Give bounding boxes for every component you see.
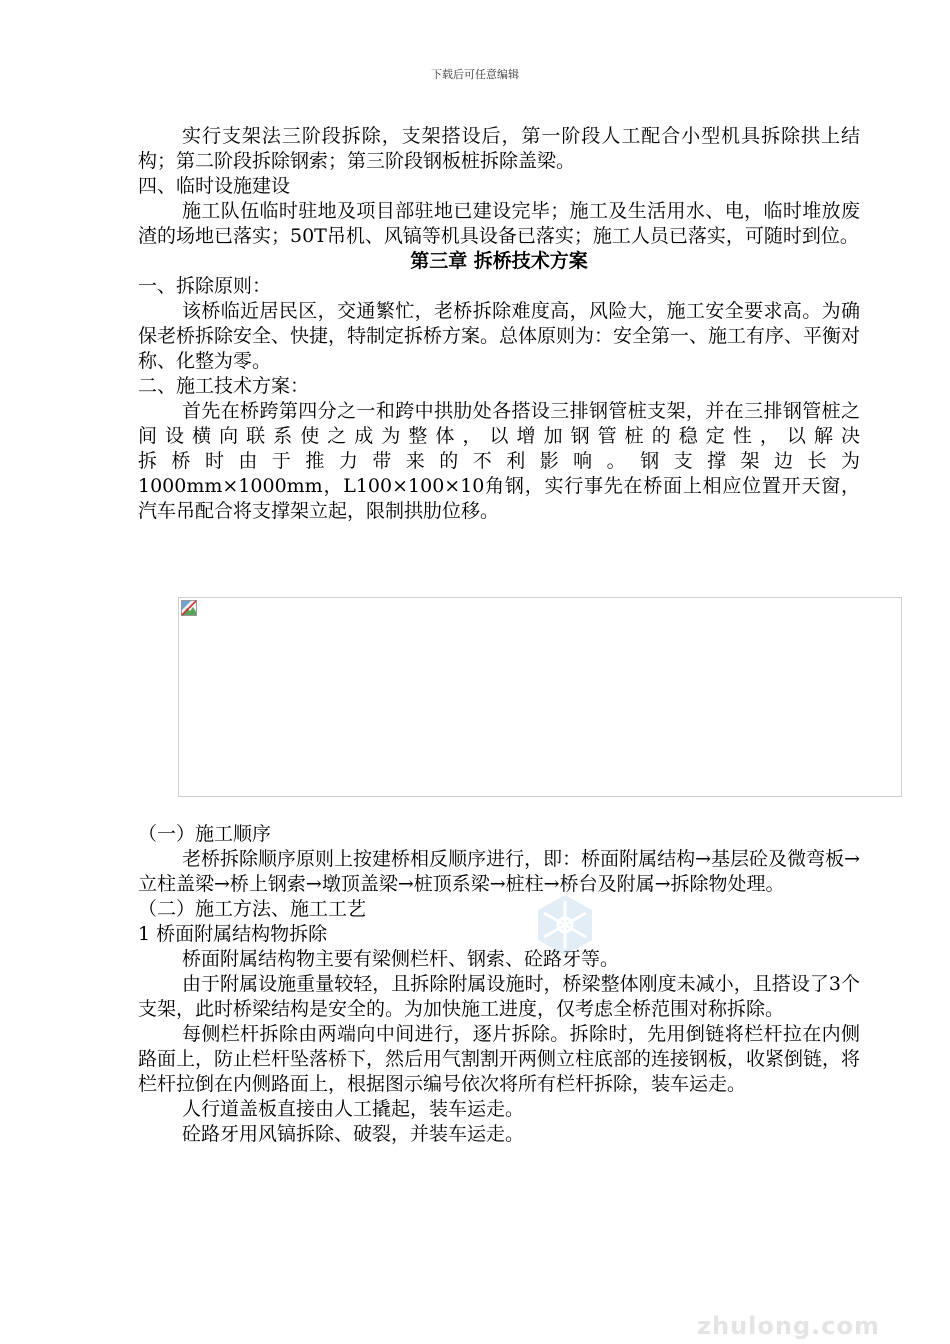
heading-deck-accessory-removal: 1 桥面附属结构物拆除 — [138, 923, 328, 945]
snowflake-watermark-icon — [530, 893, 600, 957]
heading-temporary-facilities: 四、临时设施建设 — [138, 175, 291, 197]
paragraph-accessory-list: 桥面附属结构物主要有梁侧栏杆、钢索、砼路牙等。 — [182, 948, 620, 970]
paragraph-railing-removal: 每侧栏杆拆除由两端向中间进行，逐片拆除。拆除时，先用倒链将栏杆拉在内侧路面上，防止栏杆坠落桥下，然后用气割割开两侧立柱底部的连接钢板，收紧倒链，将栏杆拉倒在内侧路面上，根据图示编号依次将所有栏杆拆除，装车运走。 — [138, 1023, 861, 1095]
paragraph-curb-removal: 砼路牙用风镐拆除、破裂，并装车运走。 — [182, 1123, 525, 1145]
paragraph-temporary-facilities: 施工队伍临时驻地及项目部驻地已建设完毕；施工及生活用水、电，临时堆放废渣的场地已落实；50T吊机、风镐等机具设备已落实；施工人员已落实，可随时到位。 — [138, 200, 860, 247]
document-body-top — [138, 124, 860, 524]
paragraph-construction-order: 老桥拆除顺序原则上按建桥相反顺序进行，即：桥面附属结构→基层砼及微弯板→立柱盖梁→桥上钢索→墩顶盖梁→桩顶系梁→桩柱→桥台及附属→拆除物处理。 — [138, 848, 860, 895]
image-placeholder — [178, 597, 902, 797]
page-header: 下载后可任意编辑 — [431, 68, 519, 81]
paragraph-structure-safety: 由于附属设施重量较轻，且拆除附属设施时，桥梁整体刚度未减小，且搭设了3个支架，此时桥梁结构是安全的。为加快施工进度，仅考虑全桥范围对称拆除。 — [138, 973, 860, 1020]
footer-watermark: zhulong.com — [697, 1312, 880, 1340]
paragraph-technical-plan-line2: 拆 桥 时 由 于 推 力 带 来 的 不 利 影 响 。 钢 支 撑 架 边 长 为 — [138, 450, 860, 472]
broken-image-icon — [181, 600, 197, 616]
paragraph-sidewalk-cover: 人行道盖板直接由人工撬起，装车运走。 — [182, 1098, 525, 1120]
document-body-bottom — [138, 822, 860, 1147]
paragraph-technical-plan-line1: 首先在桥跨第四分之一和跨中拱肋处各搭设三排钢管桩支架，并在三排钢管桩之间设横向联系使之成为整体，以增加钢管桩的稳定性，以解决 — [138, 400, 860, 447]
paragraph-demolition-stages: 实行支架法三阶段拆除，支架搭设后，第一阶段人工配合小型机具拆除拱上结构；第二阶段拆除钢索；第三阶段钢板桩拆除盖梁。 — [138, 125, 860, 172]
chapter-title: 第三章 拆桥技术方案 — [410, 250, 588, 272]
paragraph-technical-plan-line3: 1000mm×1000mm，L100×100×10角钢，实行事先在桥面上相应位置开天窗，汽车吊配合将支撑架立起，限制拱肋位移。 — [138, 475, 860, 522]
paragraph-demolition-principle: 该桥临近居民区，交通繁忙，老桥拆除难度高，风险大，施工安全要求高。为确保老桥拆除安全、快捷，特制定拆桥方案。总体原则为：安全第一、施工有序、平衡对称、化整为零。 — [138, 300, 861, 372]
heading-demolition-principle: 一、拆除原则： — [138, 275, 272, 297]
heading-technical-plan: 二、施工技术方案： — [138, 375, 310, 397]
heading-construction-method: （二）施工方法、施工工艺 — [138, 898, 367, 920]
heading-construction-order: （一）施工顺序 — [138, 823, 272, 845]
